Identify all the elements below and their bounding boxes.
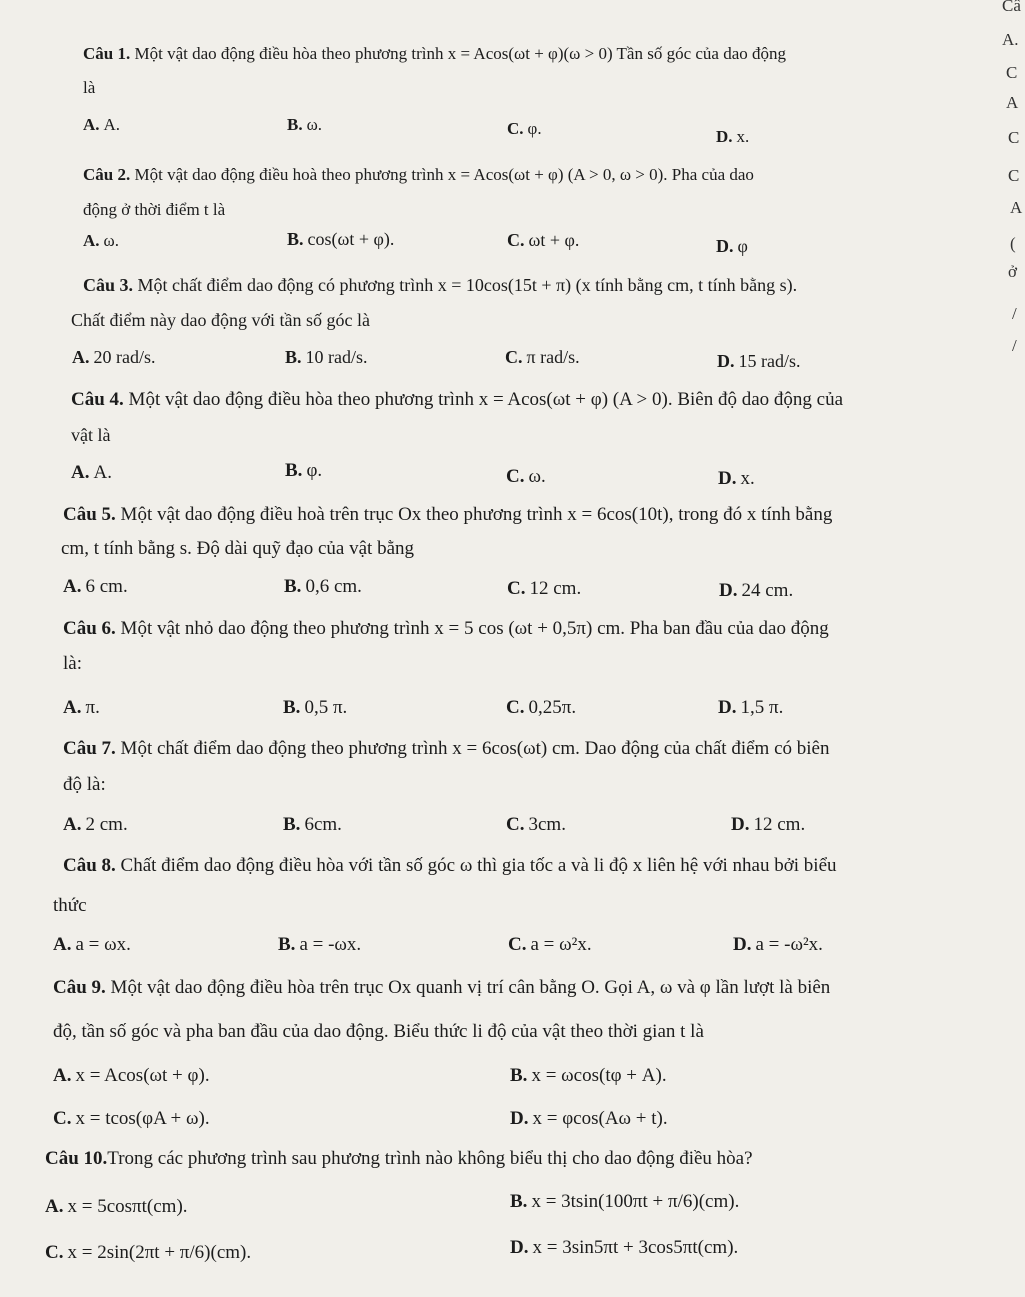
question-5-line-2: cm, t tính bằng s. Độ dài quỹ đạo của vật bằng [61, 538, 415, 559]
question-number: Câu 6. [63, 618, 116, 639]
question-text: Một chất điểm dao động theo phương trình x = 6cos(ωt) cm. Dao động của chất điểm có biên [120, 738, 830, 759]
question-10-line-1 [45, 1147, 753, 1171]
question-7-line-1 [63, 737, 829, 761]
edge-fragment: A. [1002, 30, 1019, 49]
question-7-option-c: C. 3cm. [506, 814, 566, 835]
question-6-option-d: D. 1,5 π. [718, 697, 784, 718]
question-2-option-d: D. φ [716, 236, 748, 256]
question-7-option-a: A. 2 cm. [63, 814, 128, 835]
question-7-line-2: độ là: [63, 774, 106, 795]
edge-fragment: ( [1010, 234, 1016, 253]
question-2-option-b: B. cos(ωt + φ). [287, 229, 395, 249]
question-6-option-a: A. π. [63, 697, 100, 718]
edge-fragment: A [1006, 93, 1019, 112]
question-number: Câu 1. [83, 44, 131, 63]
question-text: Trong các phương trình sau phương trình nào không biểu thị cho dao động điều hòa? [107, 1148, 753, 1169]
question-1-option-d: D. x. [716, 127, 750, 146]
question-7-option-d: D. 12 cm. [731, 814, 806, 835]
question-3-line-2: Chất điểm này dao động với tần số góc là [71, 310, 370, 330]
question-text: Một chất điểm dao động có phương trình x = 10cos(15t + π) (x tính bằng cm, t tính bằng s). [137, 275, 798, 295]
question-2-option-a: A. ω. [83, 231, 119, 250]
question-2-option-c: C. ωt + φ. [507, 230, 580, 250]
question-text: Một vật dao động điều hoà theo phương trình x = Acos(ωt + φ) (A > 0, ω > 0). Pha của dao [134, 165, 754, 184]
question-8-option-b: B. a = -ωx. [278, 934, 362, 955]
question-9-option-d: D. x = φcos(Aω + t). [510, 1108, 668, 1129]
question-5-option-a: A. 6 cm. [63, 576, 128, 597]
question-6-line-1 [63, 617, 829, 641]
question-number: Câu 5. [63, 504, 116, 525]
edge-fragment: C [1008, 166, 1020, 185]
question-2-line-2: động ở thời điểm t là [83, 200, 226, 219]
question-text: Một vật dao động điều hòa trên trục Ox quanh vị trí cân bằng O. Gọi A, ω và φ lần lượt là biên [110, 977, 831, 998]
question-10-option-a: A. x = 5cosπt(cm). [45, 1196, 188, 1217]
edge-fragment: Câ [1002, 0, 1021, 15]
question-3-option-a: A. 20 rad/s. [72, 347, 156, 367]
question-9-option-c: C. x = tcos(φA + ω). [53, 1108, 210, 1129]
question-1-option-c: C. φ. [507, 119, 542, 138]
edge-fragment: / [1012, 336, 1017, 355]
question-6-option-c: C. 0,25π. [506, 697, 577, 718]
edge-fragment: ở [1008, 262, 1017, 281]
question-3-option-d: D. 15 rad/s. [717, 351, 801, 371]
question-8-option-c: C. a = ω²x. [508, 934, 592, 955]
question-9-line-1 [53, 976, 830, 1000]
edge-fragment: A [1010, 198, 1023, 217]
question-10-option-d: D. x = 3sin5πt + 3cos5πt(cm). [510, 1237, 739, 1258]
question-4-option-b: B. φ. [285, 460, 323, 481]
question-6-line-2: là: [63, 653, 82, 674]
question-3-line-1 [83, 273, 797, 297]
question-1-line-2: là [83, 78, 96, 97]
question-10-option-b: B. x = 3tsin(100πt + π/6)(cm). [510, 1191, 740, 1212]
question-number: Câu 3. [83, 275, 134, 295]
question-8-line-2: thức [53, 895, 87, 916]
question-9-line-2: độ, tần số góc và pha ban đầu của dao động. Biểu thức li độ của vật theo thời gian t là [53, 1021, 704, 1042]
question-text: Một vật nhỏ dao động theo phương trình x = 5 cos (ωt + 0,5π) cm. Pha ban đầu của dao động [120, 618, 829, 639]
edge-fragment: / [1012, 304, 1017, 323]
question-3-option-b: B. 10 rad/s. [285, 347, 368, 367]
question-number: Câu 7. [63, 738, 116, 759]
question-5-option-d: D. 24 cm. [719, 580, 794, 601]
question-text: Chất điểm dao động điều hòa với tần số góc ω thì gia tốc a và li độ x liên hệ với nhau bởi biểu [120, 855, 837, 876]
question-3-option-c: C. π rad/s. [505, 347, 580, 367]
question-number: Câu 4. [71, 389, 124, 410]
question-number: Câu 9. [53, 977, 106, 998]
question-number: Câu 2. [83, 165, 131, 184]
question-text: Một vật dao động điều hòa theo phương trình x = Acos(ωt + φ) (A > 0). Biên độ dao động của [128, 389, 844, 410]
question-9-option-b: B. x = ωcos(tφ + A). [510, 1065, 667, 1086]
question-5-line-1 [63, 503, 832, 527]
question-number: Câu 10. [45, 1148, 108, 1169]
question-2-line-1 [83, 163, 754, 187]
edge-fragment: C [1006, 63, 1018, 82]
question-8-option-d: D. a = -ω²x. [733, 934, 823, 955]
question-9-option-a: A. x = Acos(ωt + φ). [53, 1065, 210, 1086]
question-8-option-a: A. a = ωx. [53, 934, 131, 955]
question-4-option-d: D. x. [718, 468, 755, 489]
question-8-line-1 [63, 854, 837, 878]
question-1-option-b: B. ω. [287, 115, 323, 134]
question-4-line-2: vật là [71, 425, 111, 445]
question-5-option-b: B. 0,6 cm. [284, 576, 362, 597]
question-number: Câu 8. [63, 855, 116, 876]
question-text: Một vật dao động điều hoà trên trục Ox theo phương trình x = 6cos(10t), trong đó x tính bằng [120, 504, 833, 525]
question-7-option-b: B. 6cm. [283, 814, 342, 835]
question-5-option-c: C. 12 cm. [507, 578, 582, 599]
question-10-option-c: C. x = 2sin(2πt + π/6)(cm). [45, 1242, 252, 1263]
question-text: Một vật dao động điều hòa theo phương trình x = Acos(ωt + φ)(ω > 0) Tần số góc của dao động [134, 44, 787, 63]
question-4-option-c: C. ω. [506, 466, 546, 487]
question-6-option-b: B. 0,5 π. [283, 697, 348, 718]
question-1-option-a: A. A. [83, 115, 121, 134]
edge-fragment: C [1008, 128, 1020, 147]
question-4-option-a: A. A. [71, 462, 112, 483]
question-1-line-1 [83, 42, 786, 66]
question-4-line-1 [71, 388, 843, 412]
